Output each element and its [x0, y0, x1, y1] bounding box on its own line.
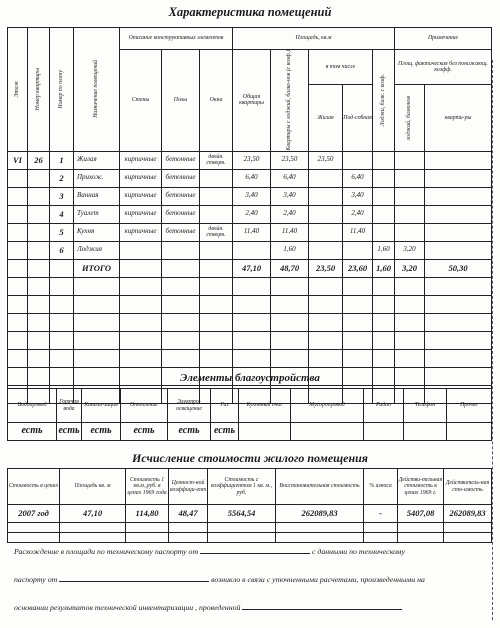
amen-header-2: Горячая вода — [57, 389, 82, 423]
footer-line-1 — [14, 547, 405, 556]
cost-value: 262089,83 — [276, 505, 364, 523]
hdr-floor: Этаж — [8, 28, 28, 152]
blank-field — [200, 553, 310, 554]
hdr-loggia-balc: лоджий, балконов — [395, 85, 425, 151]
cell-np-apt — [425, 169, 492, 187]
cell-np-loggia — [395, 169, 425, 187]
hdr-apt-balcony: Квартиры с лоджий, балко-нов (с коэф.) — [271, 50, 309, 152]
amen-value — [404, 423, 447, 441]
cost-value: - — [364, 505, 398, 523]
cost-header-4: Ценност-ной коэффици-ент — [169, 469, 208, 505]
cell-with-balc: 3,40 — [271, 187, 309, 205]
total-aux: 23,60 — [343, 259, 373, 277]
cell-no: 5 — [50, 223, 74, 241]
cell-np-apt — [425, 223, 492, 241]
cell-apt: 26 — [28, 151, 50, 169]
cell-name: Жилая — [74, 151, 120, 169]
cell-windows — [200, 187, 233, 205]
footer-line-3 — [14, 603, 402, 612]
cell-aux — [343, 241, 373, 259]
cell-no: 3 — [50, 187, 74, 205]
hdr-aux: Под-собная — [343, 85, 373, 151]
hdr-apt-note: кварти-ры — [425, 85, 492, 151]
hdr-windows: Окна — [200, 50, 233, 152]
cell-np-apt — [425, 241, 492, 259]
cell-apt — [28, 241, 50, 259]
total-living: 23,50 — [309, 259, 343, 277]
totals-row — [8, 259, 492, 277]
empty-row — [8, 295, 492, 313]
cell-with-balc: 6,40 — [271, 169, 309, 187]
cost-value: 48,47 — [169, 505, 208, 523]
cell-loggia — [373, 151, 395, 169]
cell-floors: бетонные — [162, 223, 200, 241]
cell-windows: двойн. створн. — [200, 223, 233, 241]
cell-no: 2 — [50, 169, 74, 187]
cost-header-2: Площадь кв. м — [60, 469, 126, 505]
cost-value: 5564,54 — [208, 505, 276, 523]
cell-loggia — [373, 169, 395, 187]
cell-no: 1 — [50, 151, 74, 169]
cost-title: Исчисление стоимости жилого помещения — [132, 451, 368, 465]
cell-living — [309, 205, 343, 223]
amen-value: есть — [168, 423, 211, 441]
cell-walls: кирпичные — [120, 187, 162, 205]
blank-field — [242, 609, 402, 610]
amen-header-10: Телефон — [404, 389, 447, 423]
cell-floors — [162, 241, 200, 259]
cost-value: 5407,08 — [398, 505, 444, 523]
cell-no: 4 — [50, 205, 74, 223]
cell-apt — [28, 169, 50, 187]
total-label: ИТОГО — [74, 259, 120, 277]
cell-np-loggia — [395, 205, 425, 223]
cell-living: 23,50 — [309, 151, 343, 169]
rooms-title: Характеристика помещений — [168, 5, 332, 19]
cost-header-3: Стоимость 1 кв.м.,руб. в ценах 1969 года — [126, 469, 169, 505]
cell-floors: бетонные — [162, 169, 200, 187]
cell-floor — [8, 223, 28, 241]
amen-value — [364, 423, 404, 441]
footer-text: с данными по техническому — [312, 547, 405, 556]
empty-row — [8, 277, 492, 295]
cell-total: 2,40 — [233, 205, 271, 223]
total-np-apt: 50,30 — [425, 259, 492, 277]
total-with-balc: 48,70 — [271, 259, 309, 277]
footer-line-2 — [14, 575, 425, 584]
amenities-table — [7, 388, 492, 441]
empty-row — [8, 533, 492, 543]
cell-name: Кухня — [74, 223, 120, 241]
cost-header-6: Восстановительная стоимость — [276, 469, 364, 505]
amen-value: есть — [211, 423, 239, 441]
cell-loggia — [373, 205, 395, 223]
hdr-constr: Описание конструктивных элементов — [120, 28, 233, 50]
amen-header-6: Газ — [211, 389, 239, 423]
cell-aux: 3,40 — [343, 187, 373, 205]
amen-value — [291, 423, 364, 441]
total-total: 47,10 — [233, 259, 271, 277]
cell-living — [309, 187, 343, 205]
amen-header-7: Кухонный очаг — [239, 389, 291, 423]
cell-floors: бетонные — [162, 187, 200, 205]
cell-living — [309, 169, 343, 187]
cell-floor — [8, 187, 28, 205]
footer-text: паспорту от — [14, 575, 58, 584]
amen-value: есть — [57, 423, 82, 441]
hdr-apt-no: Номер квартиры — [28, 28, 50, 152]
footer-text: основании результатов технической инвентаризации , проведенной — [14, 603, 241, 612]
amen-header-11: Прочее — [447, 389, 492, 423]
cell-floor — [8, 169, 28, 187]
cell-with-balc: 1,60 — [271, 241, 309, 259]
footer-text: возникло в связи с уточненными расчетами, произведенными на — [211, 575, 425, 584]
cost-value: 2007 год — [8, 505, 60, 523]
cell-name: Ванная — [74, 187, 120, 205]
hdr-plan-no: Номер по плану — [50, 28, 74, 152]
cell-living — [309, 223, 343, 241]
empty-row — [8, 313, 492, 331]
cell-walls: кирпичные — [120, 223, 162, 241]
cell-aux: 2,40 — [343, 205, 373, 223]
cell-total: 11,40 — [233, 223, 271, 241]
cost-table — [7, 468, 492, 543]
cell-living — [309, 241, 343, 259]
hdr-area: Площадь, кв.м — [233, 28, 395, 50]
cell-with-balc: 23,50 — [271, 151, 309, 169]
cell-loggia — [373, 187, 395, 205]
cell-windows: двойн. створн. — [200, 151, 233, 169]
blank-field — [59, 581, 209, 582]
amen-value — [239, 423, 291, 441]
footer-text: Расхождение в площади по техническому паспорту от — [14, 547, 199, 556]
cell-np-apt — [425, 151, 492, 169]
cell-name: Лоджия — [74, 241, 120, 259]
cost-header-1: Стоимость в ценах — [8, 469, 60, 505]
cell-np-apt — [425, 205, 492, 223]
table-row — [8, 169, 492, 187]
cost-header-5: Стоимость с коэффициентом 1 кв. м., руб. — [208, 469, 276, 505]
cell-apt — [28, 187, 50, 205]
amen-header-9: Радио — [364, 389, 404, 423]
cell-with-balc: 2,40 — [271, 205, 309, 223]
cell-aux: 11,40 — [343, 223, 373, 241]
cell-loggia: 1,60 — [373, 241, 395, 259]
cost-header-7: % износа — [364, 469, 398, 505]
table-row — [8, 205, 492, 223]
cell-aux: 6,40 — [343, 169, 373, 187]
amen-header-8: Мусоропровод — [291, 389, 364, 423]
hdr-total: Общая квартиры — [233, 50, 271, 152]
cell-np-loggia — [395, 223, 425, 241]
cell-np-loggia: 3,20 — [395, 241, 425, 259]
cell-aux — [343, 151, 373, 169]
cost-value: 47,10 — [60, 505, 126, 523]
hdr-note: Примечание — [395, 28, 492, 50]
cell-walls: кирпичные — [120, 205, 162, 223]
table-row — [8, 151, 492, 169]
cell-walls: кирпичные — [120, 151, 162, 169]
cell-name: Прихож. — [74, 169, 120, 187]
cell-floors: бетонные — [162, 151, 200, 169]
hdr-floors: Полы — [162, 50, 200, 152]
cell-floor: VI — [8, 151, 28, 169]
cell-walls — [120, 241, 162, 259]
amen-value: есть — [121, 423, 168, 441]
margin-cut-line — [492, 60, 493, 620]
cell-walls: кирпичные — [120, 169, 162, 187]
cell-np-apt — [425, 187, 492, 205]
hdr-living: Жилая — [309, 85, 343, 151]
empty-row — [8, 331, 492, 349]
cell-np-loggia — [395, 187, 425, 205]
cost-header-8: Действи-тельная стоимость в ценах 1969 г. — [398, 469, 444, 505]
cell-no: 6 — [50, 241, 74, 259]
hdr-note-sub: Площ. фактическая без понижающ. коэфф. — [395, 50, 492, 85]
cell-floor — [8, 205, 28, 223]
empty-row — [8, 349, 492, 367]
empty-row — [8, 523, 492, 533]
cell-apt — [28, 223, 50, 241]
cell-total: 23,50 — [233, 151, 271, 169]
cell-windows — [200, 205, 233, 223]
hdr-walls: Стены — [120, 50, 162, 152]
table-row — [8, 223, 492, 241]
hdr-purpose: Назначение помещений — [74, 28, 120, 152]
cell-name: Туалет — [74, 205, 120, 223]
rooms-table — [7, 27, 492, 404]
total-np-loggia: 3,20 — [395, 259, 425, 277]
amen-header-3: Канали-зация — [82, 389, 121, 423]
cell-loggia — [373, 223, 395, 241]
cell-total — [233, 241, 271, 259]
cell-total: 3,40 — [233, 187, 271, 205]
cell-floor — [8, 241, 28, 259]
cost-header-9: Действитель-ная сто-имость — [444, 469, 492, 505]
cell-np-loggia — [395, 151, 425, 169]
amen-header-1: Водопровод — [8, 389, 57, 423]
amenities-title: Элементы благоустройства — [180, 372, 320, 384]
cell-total: 6,40 — [233, 169, 271, 187]
cell-windows — [200, 169, 233, 187]
hdr-incl: в том числе — [309, 50, 373, 85]
cell-with-balc: 11,40 — [271, 223, 309, 241]
table-row — [8, 187, 492, 205]
amen-value: есть — [82, 423, 121, 441]
amen-value — [447, 423, 492, 441]
cost-value: 262089,83 — [444, 505, 492, 523]
cell-floors: бетонные — [162, 205, 200, 223]
amen-header-5: Электро-освещение — [168, 389, 211, 423]
hdr-loggia-coef: Лоджи, балк. с коэф. — [373, 50, 395, 152]
cell-apt — [28, 205, 50, 223]
cost-value: 114,80 — [126, 505, 169, 523]
amen-value: есть — [8, 423, 57, 441]
cell-windows — [200, 241, 233, 259]
total-loggia: 1,60 — [373, 259, 395, 277]
amen-header-4: Отопление — [121, 389, 168, 423]
table-row — [8, 241, 492, 259]
